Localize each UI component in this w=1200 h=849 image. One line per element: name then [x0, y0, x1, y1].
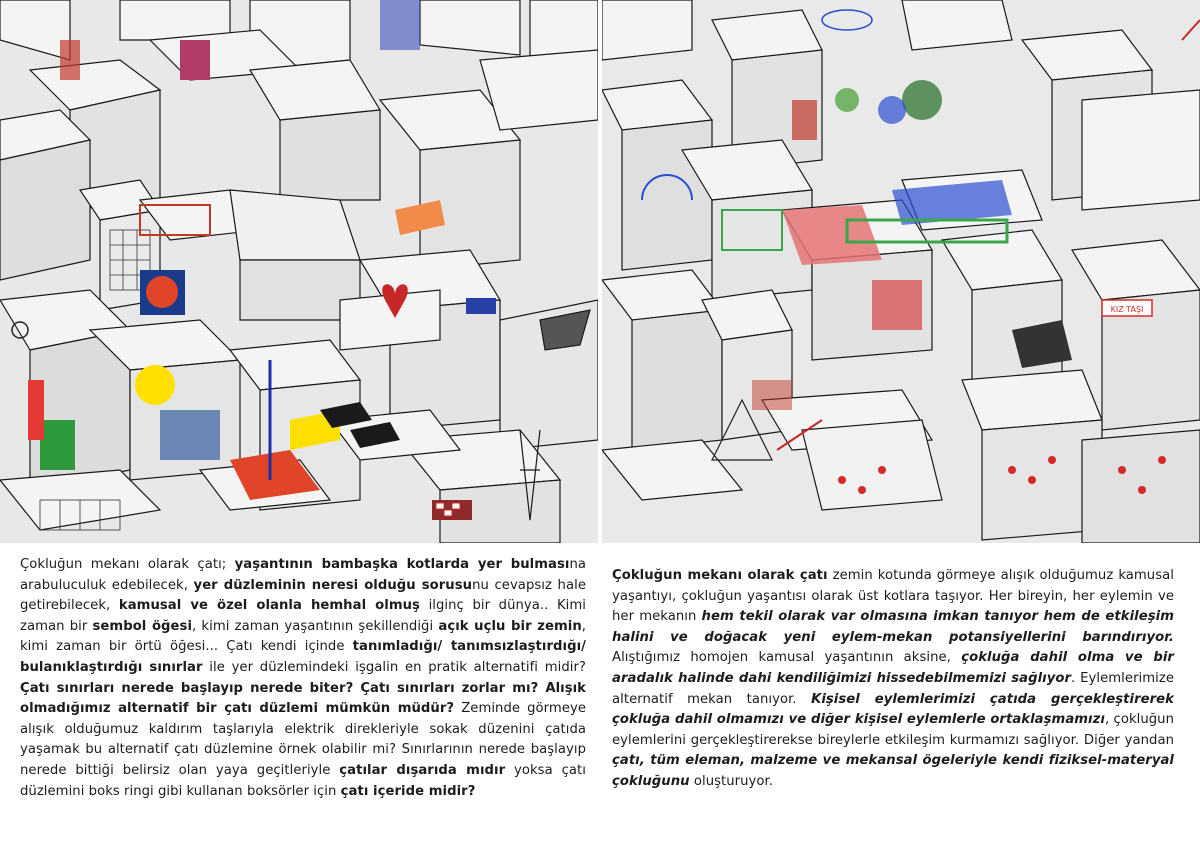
- text-run: çatılar dışarıda mıdır: [339, 762, 506, 778]
- text-run: çatı içeride midir?: [340, 783, 476, 799]
- text-run: Kişisel eylemlerimizi çatıda gerçekleştirerek çokluğa dahil olmamızı ve diğer kişisel eylemlerle ortaklaşmamızı: [612, 691, 1174, 728]
- text-run: nu cevapsız hale getirebilecek,: [20, 577, 586, 614]
- text-run: , kimi zaman bir örtü öğesi... Çatı kendi içinde: [20, 618, 587, 655]
- right-rooftop-illustration: [602, 0, 1200, 543]
- text-run: , kimi zaman yaşantının şekillendiği: [192, 618, 439, 634]
- text-run: oluşturuyor.: [689, 773, 774, 789]
- left-rooftop-illustration: [0, 0, 598, 543]
- left-body-text: [20, 555, 586, 802]
- text-run: Alıştığımız homojen kamusal yaşantının aksine,: [612, 650, 962, 666]
- text-run: Çokluğun mekanı olarak çatı: [612, 568, 828, 583]
- text-run: hem tekil olarak var olmasına imkan tanıyor hem de etkileşim halini ve doğacak yeni eylem-mekan potansiyellerini barındırıyor.: [612, 609, 1174, 645]
- text-run: yaşantının bambaşka kotlarda yer bulması: [234, 557, 570, 572]
- right-body-text: [612, 566, 1174, 793]
- text-run: na arabuluculuk edebilecek,: [20, 557, 586, 593]
- text-run: zemin kotunda görmeye alışık olduğumuz kamusal yaşantıyı, çokluğun yaşantısı olarak üst kotlara taşıyor. Her bireyin, her eylemin ve her mekanın: [612, 568, 1174, 625]
- text-run: ilginç bir dünya.. Kimi zaman bir: [20, 598, 587, 634]
- text-run: Çokluğun mekanı olarak çatı;: [20, 557, 235, 572]
- text-run: tanımladığı/ tanımsızlaştırdığı/ bulanıklaştırdığı sınırlar: [20, 639, 587, 675]
- text-run: açık uçlu bir zemin: [438, 618, 582, 634]
- text-run: . Eylemlerimize alternatif mekan tanıyor.: [612, 670, 1174, 707]
- text-run: , çokluğun eylemlerini gerçekleştirerekse bireylerle etkileşim kurmamızı sağlıyor. Diğer yandan: [612, 712, 1174, 748]
- text-run: yer düzleminin neresi olduğu sorusu: [193, 577, 473, 593]
- text-run: çatı, tüm eleman, malzeme ve mekansal ögeleriyle kendi fiziksel-materyal çokluğunu: [612, 753, 1174, 789]
- text-run: ile yer düzlemindeki işgalin en pratik alternatifi midir?: [202, 659, 586, 675]
- text-run: çokluğa dahil olma ve bir aradalık halinde dahi kendiliğimizi hissedebilmemizi sağlıyor: [612, 650, 1174, 686]
- right-rooftop-drawing: [602, 0, 1200, 543]
- text-run: yoksa çatı düzlemini boks ringi gibi kullanan boksörler için: [20, 762, 586, 799]
- kiz-tasi-sign: KIZ TAŞI: [1110, 305, 1144, 314]
- text-run: kamusal ve özel olanla hemhal olmuş: [118, 598, 420, 614]
- left-rooftop-drawing: [0, 0, 598, 543]
- text-run: Zeminde görmeye alışık olduğumuz kaldırım taşlarıyla elektrik direkleriyle sokak düzenini çatıda yaşamak bu alternatif çatı düzlemine örnek olabilir mi? Sınırlarının nerede başlayıp nerede bittiği belirsiz olan yaya geçitleriyle: [20, 701, 586, 778]
- text-run: sembol öğesi: [92, 618, 193, 634]
- text-run: Çatı sınırları nerede başlayıp nerede biter? Çatı sınırları zorlar mı? Alışık olmadığımız alternatif bir çatı düzlemi mümkün müdür?: [20, 680, 586, 717]
